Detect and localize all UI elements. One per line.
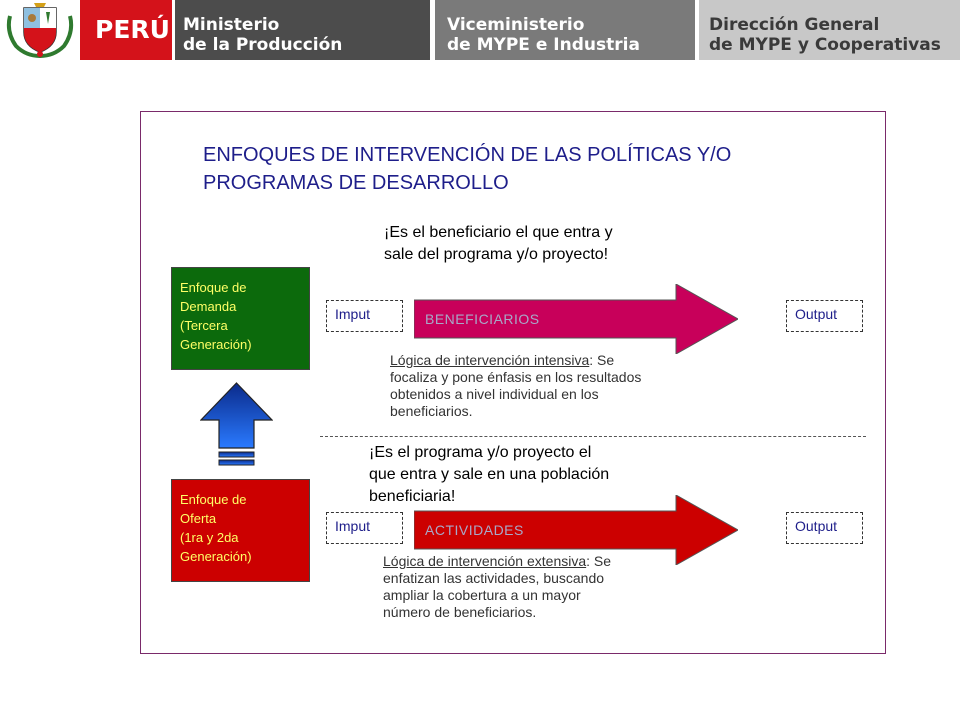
- demand-box-line-3: (Tercera: [180, 318, 228, 333]
- ministry-line-2: de la Producción: [183, 35, 343, 55]
- offer-question-line-3: beneficiaria!: [369, 488, 456, 505]
- intensive-logic-title: Lógica de intervención intensiva: [390, 352, 590, 368]
- extensive-logic-suffix: : Se: [586, 553, 612, 569]
- demand-input-box: Imput: [326, 300, 403, 332]
- intensive-logic-text: [390, 352, 690, 420]
- offer-box-line-3: (1ra y 2da: [180, 530, 239, 545]
- direction-line-2: de MYPE y Cooperativas: [709, 35, 941, 55]
- offer-box-line-4: Generación): [180, 549, 252, 564]
- up-arrow-icon: [200, 382, 273, 468]
- offer-question-line-1: ¡Es el programa y/o proyecto el: [369, 444, 592, 461]
- title-line-2: PROGRAMAS DE DESARROLLO: [203, 172, 509, 194]
- slide-title: [203, 141, 883, 197]
- intensive-logic-line-2: focaliza y pone énfasis en los resultados: [390, 369, 642, 385]
- direction-line-1: Dirección General: [709, 15, 880, 35]
- offer-output-box: Output: [786, 512, 863, 544]
- intensive-logic-line-3: obtenidos a nivel individual en los: [390, 386, 599, 402]
- offer-box-line-1: Enfoque de: [180, 492, 247, 507]
- activities-arrow-label: ACTIVIDADES: [425, 522, 524, 538]
- demand-question-line-2: sale del programa y/o proyecto!: [384, 246, 609, 263]
- extensive-logic-line-3: ampliar la cobertura a un mayor: [383, 587, 581, 603]
- intensive-logic-line-1: [390, 352, 690, 369]
- demand-approach-box: [171, 267, 310, 370]
- extensive-logic-title: Lógica de intervención extensiva: [383, 553, 587, 569]
- extensive-logic-line-2: enfatizan las actividades, buscando: [383, 570, 605, 586]
- offer-approach-box: [171, 479, 310, 582]
- ministry-line-1: Ministerio: [183, 15, 280, 35]
- vice-line-1: Viceministerio: [447, 15, 585, 35]
- title-line-1: ENFOQUES DE INTERVENCIÓN DE LAS POLÍTICAS Y/O: [203, 144, 732, 166]
- offer-box-line-2: Oferta: [180, 511, 217, 526]
- demand-box-line-1: Enfoque de: [180, 280, 247, 295]
- vice-line-2: de MYPE e Industria: [447, 35, 640, 55]
- extensive-logic-line-1: [383, 553, 683, 570]
- offer-question-line-2: que entra y sale en una población: [369, 466, 610, 483]
- coat-of-arms-icon: [4, 2, 76, 58]
- extensive-logic-line-4: número de beneficiarios.: [383, 604, 537, 620]
- ministry-label: [175, 0, 430, 60]
- section-divider: [320, 436, 866, 437]
- direction-label: [699, 0, 960, 60]
- offer-input-box: Imput: [326, 512, 403, 544]
- header-banner: [0, 0, 960, 60]
- demand-box-line-2: Demanda: [180, 299, 237, 314]
- beneficiaries-arrow-label: BENEFICIARIOS: [425, 311, 540, 327]
- viceministry-label: [435, 0, 695, 60]
- demand-question-line-1: ¡Es el beneficiario el que entra y: [384, 224, 613, 241]
- intensive-logic-suffix: : Se: [589, 352, 615, 368]
- demand-box-line-4: Generación): [180, 337, 252, 352]
- country-label: PERÚ: [80, 0, 172, 60]
- demand-output-box: Output: [786, 300, 863, 332]
- extensive-logic-text: [383, 553, 683, 621]
- intensive-logic-line-4: beneficiarios.: [390, 403, 473, 419]
- demand-question: [384, 222, 684, 266]
